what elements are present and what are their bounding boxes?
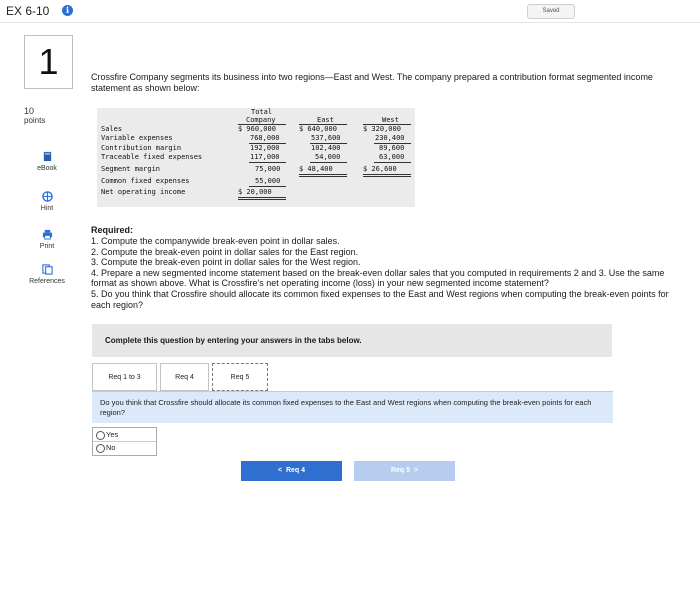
required-item-5: 5. Do you think that Crossfire should allocate its common fixed expenses to the East and West regions when computing the break-even points for each region? (91, 288, 669, 310)
west-traceable-fixed: 63,000 (379, 153, 405, 161)
rule-total-3 (249, 186, 286, 187)
rule-total-double-a (238, 197, 286, 198)
rule-west-double-b (363, 176, 411, 177)
info-icon[interactable]: i (62, 5, 73, 16)
ebook-icon (42, 151, 53, 162)
ebook-button[interactable] (24, 151, 70, 172)
tab-question: Do you think that Crossfire should allocate its common fixed expenses to the East and West regions when computing the break-even points for each region? (92, 392, 613, 423)
west-contribution-margin: 89,600 (379, 144, 405, 152)
east-variable-expenses: 537,600 (311, 134, 341, 142)
hint-label: Hint (40, 205, 54, 212)
row-label-traceable-fixed: Traceable fixed expenses (101, 153, 203, 161)
row-label-common-fixed: Common fixed expenses (101, 177, 190, 185)
total-variable-expenses: 768,000 (250, 134, 280, 142)
east-segment-margin: $ 48,400 (299, 165, 333, 173)
required-item-1: 1. Compute the companywide break-even point in dollar sales. (91, 236, 340, 246)
chevron-left-icon: < (277, 467, 286, 474)
segmented-income-statement (97, 108, 415, 207)
assignment-title: EX 6-10 (6, 4, 50, 18)
row-label-segment-margin: Segment margin (101, 165, 161, 173)
references-icon (42, 264, 53, 275)
required-list (91, 236, 676, 310)
west-segment-margin: $ 26,600 (363, 165, 397, 173)
tab-req-5[interactable]: Req 5 (212, 363, 268, 391)
west-variable-expenses: 230,400 (375, 134, 405, 142)
tab-req-4[interactable]: Req 4 (160, 363, 209, 391)
east-sales: $ 640,000 (299, 125, 337, 133)
header-total-line2: Company (246, 116, 276, 124)
tab-req-1-to-3[interactable]: Req 1 to 3 (92, 363, 157, 391)
print-icon (42, 229, 53, 240)
next-req-label: Req 5 (390, 467, 411, 474)
option-yes-label: Yes (106, 430, 119, 439)
hint-icon (42, 191, 53, 202)
points-value: 10 (24, 106, 35, 116)
total-traceable-fixed: 117,000 (250, 153, 280, 161)
prev-req-label: Req 4 (285, 467, 306, 474)
row-label-sales: Sales (101, 125, 123, 133)
rule-total-2 (249, 162, 286, 163)
row-label-contribution-margin: Contribution margin (101, 144, 182, 152)
problem-intro: Crossfire Company segments its business into two regions—East and West. The company prepared a contribution format segmented income statement as shown below: (91, 72, 653, 93)
required-heading: Required: (91, 225, 134, 235)
option-yes[interactable] (96, 430, 118, 440)
total-contribution-margin: 192,000 (250, 144, 280, 152)
total-segment-margin: 75,000 (255, 165, 281, 173)
required-item-2: 2. Compute the break-even point in dollar sales for the East region. (91, 246, 359, 257)
instruction-banner: Complete this question by entering your answers in the tabs below. (92, 324, 612, 357)
hint-button[interactable] (24, 191, 70, 212)
rule-east-2 (310, 162, 347, 163)
total-common-fixed: 55,000 (255, 177, 281, 185)
radio-circle-icon[interactable] (96, 431, 105, 440)
ebook-label: eBook (37, 165, 57, 172)
required-item-3: 3. Compute the break-even point in dollar sales for the West region. (91, 257, 361, 268)
east-contribution-margin: 102,400 (311, 144, 341, 152)
rule-total-double-b (238, 199, 286, 200)
saved-status: Saved (527, 4, 575, 19)
row-label-variable-expenses: Variable expenses (101, 134, 173, 142)
print-label: Print (39, 243, 55, 250)
total-sales: $ 960,000 (238, 125, 276, 133)
east-traceable-fixed: 54,000 (315, 153, 341, 161)
header-divider (0, 22, 700, 23)
required-item-4: 4. Prepare a new segmented income statement based on the break-even dollar sales that you computed in requirements 2 and 3. Use the same format as shown above. What is Crossfire's net operating income (loss) in your new segmented income statement? (91, 267, 665, 289)
option-no[interactable] (96, 443, 116, 453)
rule-west-double-a (363, 174, 411, 175)
prev-req-button[interactable] (241, 461, 342, 481)
rule-east-double-b (299, 176, 347, 177)
west-sales: $ 320,000 (363, 125, 401, 133)
header-east: East (317, 116, 334, 124)
row-label-net-operating-income: Net operating income (101, 188, 186, 196)
header-west: West (382, 116, 399, 124)
header-total-line1: Total (251, 108, 273, 116)
print-button[interactable] (24, 229, 70, 250)
radio-circle-icon[interactable] (96, 444, 105, 453)
option-no-label: No (106, 443, 116, 452)
next-req-button[interactable] (354, 461, 455, 481)
chevron-right-icon: > (410, 467, 419, 474)
answer-radio-group (92, 427, 157, 456)
total-net-operating-income: $ 20,000 (238, 188, 272, 196)
points-label: points (24, 116, 46, 125)
references-button[interactable] (24, 264, 70, 285)
question-number: 1 (24, 35, 73, 89)
rule-east-double-a (299, 174, 347, 175)
rule-west-2 (374, 162, 411, 163)
references-label: References (29, 278, 65, 285)
radio-divider (93, 441, 156, 442)
